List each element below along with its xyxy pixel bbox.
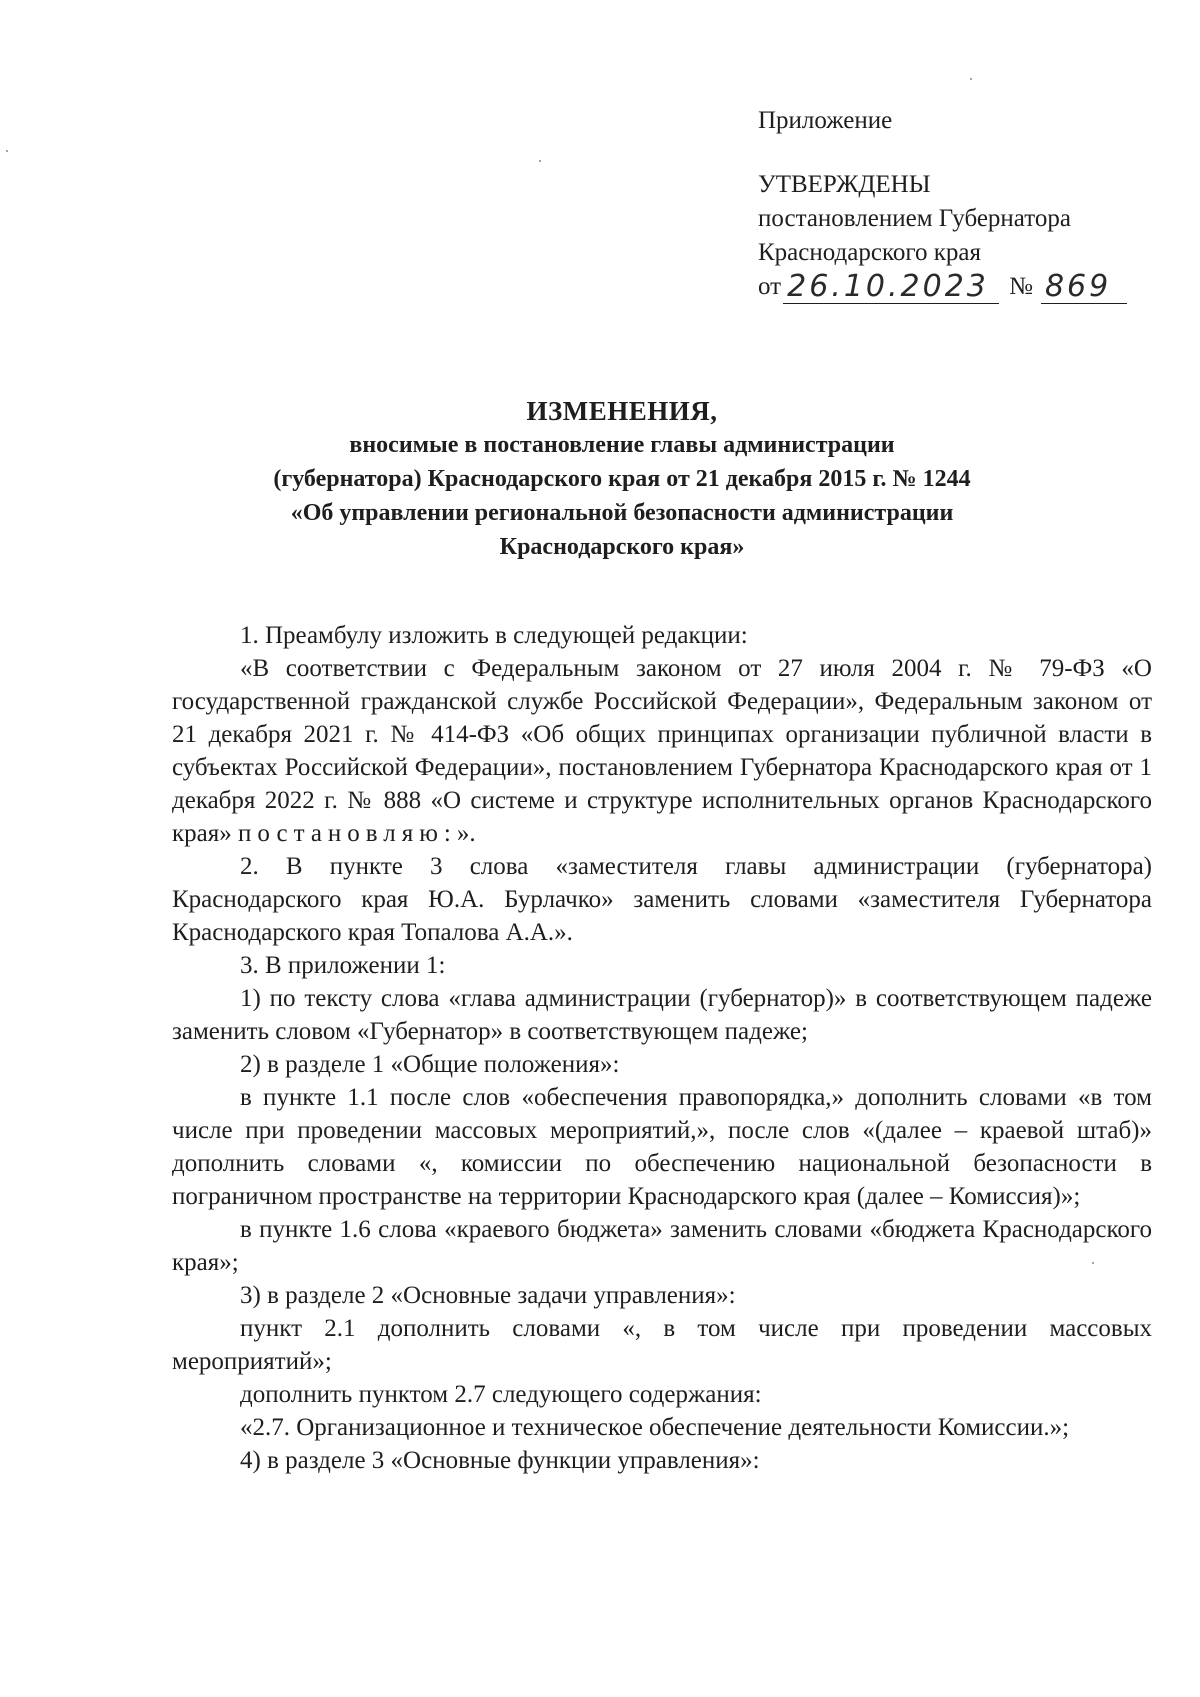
paragraph: 3) в разделе 2 «Основные задачи управления»: [240, 1282, 736, 1309]
decree-word: постановляю: [238, 820, 457, 847]
scan-speck [1092, 1262, 1094, 1264]
approved-by-label: постановлением Губернатора [758, 205, 1071, 232]
paragraph: дополнить пунктом 2.7 следующего содержания: [240, 1381, 762, 1408]
number-sign: № [1009, 273, 1033, 300]
paragraph: 2) в разделе 1 «Общие положения»: [240, 1051, 620, 1078]
paragraph: 4) в разделе 3 «Основные функции управления»: [240, 1447, 760, 1474]
decree-tail: ». [456, 820, 476, 847]
document-title [172, 394, 1072, 564]
paragraph: в пункте 1.1 после слов «обеспечения правопорядка,» дополнить словами «в том числе при проведении массовых мероприятий,», после слов «(далее – краевой штаб)» дополнить словами «, комиссии по обеспечению национальной безопасности в пограничном пространстве на территории Краснодарского края (далее – Комиссия)»; [172, 1084, 1152, 1210]
handwritten-date: 26.10.2023 [783, 271, 999, 304]
date-prefix: от [758, 273, 782, 300]
paragraph: 1) по тексту слова «глава администрации (губернатор)» в соответствующем падеже заменить словом «Губернатор» в соответствующем падеже; [172, 985, 1152, 1045]
document-body [172, 619, 1152, 1477]
scan-speck [970, 78, 972, 80]
title-line: вносимые в постановление главы администрации [349, 432, 895, 458]
scan-speck [6, 150, 8, 152]
paragraph: в пункте 1.6 слова «краевого бюджета» заменить словами «бюджета Краснодарского края»; [172, 1216, 1152, 1276]
title-line: (губернатора) Краснодарского края от 21 декабря 2015 г. № 1244 [273, 466, 971, 492]
approved-region-label: Краснодарского края [758, 239, 981, 266]
paragraph: 3. В приложении 1: [240, 952, 446, 979]
title-line: «Об управлении региональной безопасности администрации [290, 500, 954, 526]
paragraph: 2. В пункте 3 слова «заместителя главы администрации (губернатора) Краснодарского края Ю.А. Бурлачко» заменить словами «заместителя Губернатора Краснодарского края Топалова А.А.». [172, 853, 1152, 946]
approval-block [758, 104, 1127, 304]
paragraph: 1. Преамбулу изложить в следующей редакции: [240, 622, 748, 649]
title-main: ИЗМЕНЕНИЯ, [526, 396, 718, 426]
appendix-label: Приложение [758, 107, 893, 134]
paragraph: пункт 2.1 дополнить словами «, в том числе при проведении массовых мероприятий»; [172, 1315, 1152, 1375]
resolution-date-number [758, 270, 1127, 304]
approved-label: УТВЕРЖДЕНЫ [758, 171, 931, 198]
paragraph: «2.7. Организационное и техническое обеспечение деятельности Комиссии.»; [240, 1414, 1070, 1441]
title-line: Краснодарского края» [499, 534, 745, 560]
scan-speck [539, 160, 541, 162]
paragraph-preamble [172, 652, 1152, 850]
preamble-text: «В соответствии с Федеральным законом от 27 июля 2004 г. № 79-ФЗ «О государственной гражданской службе Российской Федерации», Федеральным законом от 21 декабря 2021 г. № 414-ФЗ «Об общих принципах организации публичной власти в субъектах Российской Федерации», постановлением Губернатора Краснодарского края от 1 декабря 2022 г. № 888 «О системе и структуре исполнительных органов Краснодарского края» [172, 655, 1152, 847]
handwritten-number: 869 [1041, 271, 1127, 304]
